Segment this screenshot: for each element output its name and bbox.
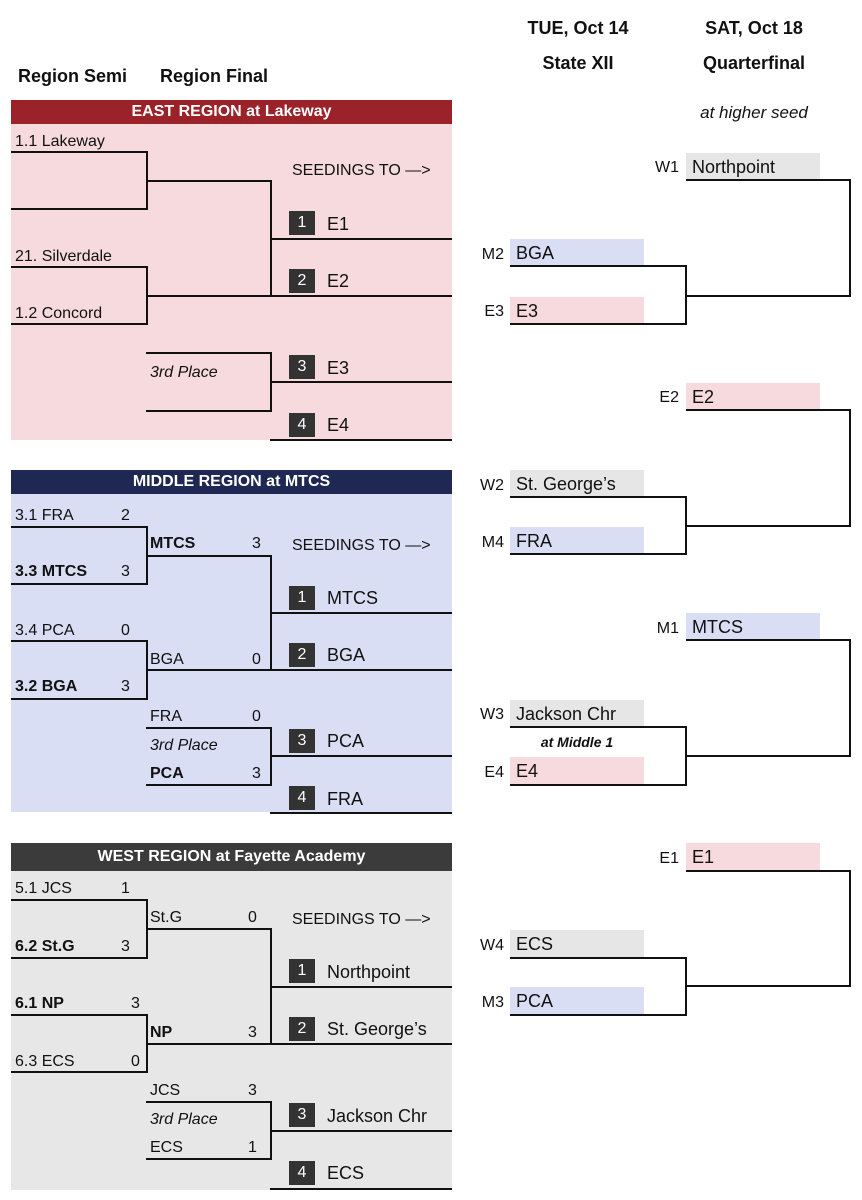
q3-seed-team: MTCS bbox=[686, 613, 820, 640]
east-seed-number-2: 2 bbox=[289, 269, 315, 293]
header-sat-date: SAT, Oct 18 bbox=[705, 18, 803, 38]
state-line bbox=[510, 1014, 687, 1016]
state-line bbox=[510, 265, 687, 267]
state-line bbox=[685, 525, 851, 527]
middle-semi-score-1: 2 bbox=[121, 507, 130, 524]
east-line bbox=[11, 323, 148, 325]
middle-line bbox=[270, 612, 452, 614]
middle-line bbox=[146, 727, 272, 729]
state-line bbox=[510, 496, 687, 498]
middle-line bbox=[270, 669, 452, 671]
middle-seed-team-2: BGA bbox=[327, 645, 366, 665]
west-seed-team-1: Northpoint bbox=[327, 962, 411, 982]
west-line bbox=[270, 986, 452, 988]
middle-third-team-1: FRA bbox=[150, 708, 182, 725]
west-third-team-1: JCS bbox=[150, 1082, 181, 1099]
q4-match-bottom-code: M3 bbox=[481, 994, 504, 1011]
west-region-panel bbox=[11, 843, 452, 1190]
west-semi-team-2: 6.2 St.G bbox=[15, 938, 75, 955]
header-tue-round: State XII bbox=[542, 53, 614, 73]
q3-match-top-code: W3 bbox=[480, 706, 504, 723]
header-region-final: Region Final bbox=[160, 66, 268, 86]
middle-seed-number-1: 1 bbox=[289, 586, 315, 610]
east-seed-number-1: 1 bbox=[289, 211, 315, 235]
middle-line bbox=[270, 812, 452, 814]
header-region-semi: Region Semi bbox=[18, 66, 128, 86]
east-line bbox=[270, 439, 452, 441]
state-line bbox=[510, 726, 687, 728]
middle-line bbox=[11, 583, 148, 585]
west-final-team-2: NP bbox=[150, 1024, 173, 1041]
west-seed-team-3: Jackson Chr bbox=[327, 1106, 428, 1126]
west-line bbox=[270, 1043, 452, 1045]
east-region-title: EAST REGION at Lakeway bbox=[11, 100, 452, 124]
middle-semi-team-2: 3.3 MTCS bbox=[15, 563, 88, 580]
east-line bbox=[146, 352, 272, 354]
west-third-team-2: ECS bbox=[150, 1139, 183, 1156]
east-semi-team-3: 1.2 Concord bbox=[15, 305, 103, 322]
state-line bbox=[510, 323, 687, 325]
east-line bbox=[146, 410, 272, 412]
q2-match-bottom-team: FRA bbox=[510, 527, 644, 554]
west-semi-team-1: 5.1 JCS bbox=[15, 880, 72, 897]
state-line bbox=[510, 553, 687, 555]
middle-line bbox=[11, 526, 148, 528]
east-line bbox=[11, 208, 148, 210]
west-third-place-label: 3rd Place bbox=[150, 1111, 218, 1128]
west-semi-score-2: 3 bbox=[121, 938, 130, 955]
west-line bbox=[11, 1014, 148, 1016]
middle-seedings-label: SEEDINGS TO —> bbox=[292, 537, 431, 554]
q1-match-top-code: M2 bbox=[481, 246, 504, 263]
east-seed-team-3: E3 bbox=[327, 358, 350, 378]
west-line bbox=[11, 899, 148, 901]
header-tue-date: TUE, Oct 14 bbox=[527, 18, 629, 38]
west-semi-team-3: 6.1 NP bbox=[15, 995, 64, 1012]
state-line bbox=[849, 179, 851, 297]
q3-seed-code: M1 bbox=[656, 620, 679, 637]
q1-match-top-team: BGA bbox=[510, 239, 644, 266]
east-line bbox=[11, 266, 148, 268]
east-seed-number-4: 4 bbox=[289, 413, 315, 437]
middle-semi-team-1: 3.1 FRA bbox=[15, 507, 74, 524]
q3-match-bottom-code: E4 bbox=[484, 764, 504, 781]
header-sat-note: at higher seed bbox=[700, 103, 808, 122]
middle-line bbox=[146, 669, 272, 671]
middle-semi-team-3: 3.4 PCA bbox=[15, 622, 75, 639]
state-line bbox=[685, 755, 851, 757]
state-line bbox=[686, 179, 851, 181]
west-seed-number-3: 3 bbox=[289, 1103, 315, 1127]
west-seed-number-1: 1 bbox=[289, 959, 315, 983]
west-semi-score-1: 1 bbox=[121, 880, 130, 897]
west-final-score-1: 0 bbox=[248, 909, 257, 926]
middle-semi-team-4: 3.2 BGA bbox=[15, 678, 78, 695]
west-line bbox=[146, 1158, 272, 1160]
east-semi-team-1: 1.1 Lakeway bbox=[15, 133, 105, 150]
east-line bbox=[270, 381, 452, 383]
west-seed-team-2: St. George’s bbox=[327, 1019, 427, 1039]
west-line bbox=[270, 1188, 452, 1190]
west-line bbox=[11, 1071, 148, 1073]
west-semi-score-4: 0 bbox=[131, 1053, 140, 1070]
middle-final-team-2: BGA bbox=[150, 651, 184, 668]
middle-seed-team-1: MTCS bbox=[327, 588, 378, 608]
state-line bbox=[849, 639, 851, 756]
west-line bbox=[146, 1043, 272, 1045]
middle-final-score-1: 3 bbox=[252, 535, 261, 552]
east-seed-team-4: E4 bbox=[327, 415, 350, 435]
state-line bbox=[685, 295, 851, 297]
state-line bbox=[686, 409, 851, 411]
west-third-score-1: 3 bbox=[248, 1082, 257, 1099]
west-seed-number-4: 4 bbox=[289, 1161, 315, 1185]
west-line bbox=[146, 1101, 272, 1103]
middle-final-team-1: MTCS bbox=[150, 535, 196, 552]
west-semi-score-3: 3 bbox=[131, 995, 140, 1012]
west-region-title: WEST REGION at Fayette Academy bbox=[11, 843, 452, 871]
east-seedings-label: SEEDINGS TO —> bbox=[292, 162, 431, 179]
middle-line bbox=[146, 784, 272, 786]
q2-seed-team: E2 bbox=[686, 383, 820, 410]
middle-line bbox=[11, 640, 148, 642]
q4-match-top-team: ECS bbox=[510, 930, 644, 957]
middle-semi-score-2: 3 bbox=[121, 563, 130, 580]
middle-line bbox=[11, 698, 148, 700]
west-third-score-2: 1 bbox=[248, 1139, 257, 1156]
q3-venue-note: at Middle 1 bbox=[540, 734, 614, 750]
west-seedings-label: SEEDINGS TO —> bbox=[292, 911, 431, 928]
middle-third-score-1: 0 bbox=[252, 708, 261, 725]
west-line bbox=[11, 957, 148, 959]
middle-semi-score-4: 3 bbox=[121, 678, 130, 695]
state-line bbox=[849, 870, 851, 987]
middle-line bbox=[270, 755, 452, 757]
west-final-score-2: 3 bbox=[248, 1024, 257, 1041]
q3-match-bottom-team: E4 bbox=[510, 757, 644, 784]
state-line bbox=[685, 985, 851, 987]
q4-seed-code: E1 bbox=[659, 850, 679, 867]
q2-seed-code: E2 bbox=[659, 389, 679, 406]
east-line bbox=[270, 238, 452, 240]
q2-match-top-team: St. George’s bbox=[510, 470, 644, 497]
q4-match-bottom-team: PCA bbox=[510, 987, 644, 1014]
state-line bbox=[849, 409, 851, 527]
east-line bbox=[270, 295, 452, 297]
middle-seed-number-4: 4 bbox=[289, 786, 315, 810]
header-sat-round: Quarterfinal bbox=[702, 53, 806, 73]
middle-seed-team-3: PCA bbox=[327, 731, 365, 751]
q3-match-top-team: Jackson Chr bbox=[510, 700, 644, 727]
middle-semi-score-3: 0 bbox=[121, 622, 130, 639]
state-line bbox=[510, 957, 687, 959]
q1-match-bottom-code: E3 bbox=[484, 303, 504, 320]
east-semi-team-2: 21. Silverdale bbox=[15, 248, 112, 265]
west-line bbox=[270, 1130, 452, 1132]
state-line bbox=[510, 784, 687, 786]
middle-line bbox=[146, 555, 272, 557]
east-third-place-label: 3rd Place bbox=[150, 364, 218, 381]
west-final-team-1: St.G bbox=[150, 909, 183, 926]
middle-seed-team-4: FRA bbox=[327, 789, 363, 809]
east-seed-number-3: 3 bbox=[289, 355, 315, 379]
middle-third-team-2: PCA bbox=[150, 765, 184, 782]
state-line bbox=[686, 639, 851, 641]
west-line bbox=[146, 928, 272, 930]
q4-seed-team: E1 bbox=[686, 843, 820, 870]
middle-third-score-2: 3 bbox=[252, 765, 261, 782]
q2-match-top-code: W2 bbox=[480, 477, 504, 494]
middle-third-place-label: 3rd Place bbox=[150, 737, 218, 754]
east-line bbox=[146, 180, 272, 182]
q1-match-bottom-team: E3 bbox=[510, 297, 644, 324]
q1-seed-code: W1 bbox=[655, 159, 679, 176]
east-seed-team-1: E1 bbox=[327, 214, 350, 234]
middle-seed-number-2: 2 bbox=[289, 643, 315, 667]
west-seed-team-4: ECS bbox=[327, 1163, 365, 1183]
q1-seed-team: Northpoint bbox=[686, 153, 820, 180]
middle-final-score-2: 0 bbox=[252, 651, 261, 668]
east-seed-team-2: E2 bbox=[327, 271, 350, 291]
q4-match-top-code: W4 bbox=[480, 937, 504, 954]
middle-seed-number-3: 3 bbox=[289, 729, 315, 753]
q2-match-bottom-code: M4 bbox=[481, 534, 504, 551]
east-line bbox=[11, 151, 148, 153]
state-line bbox=[686, 870, 851, 872]
west-seed-number-2: 2 bbox=[289, 1017, 315, 1041]
west-semi-team-4: 6.3 ECS bbox=[15, 1053, 75, 1070]
east-line bbox=[146, 295, 272, 297]
middle-region-title: MIDDLE REGION at MTCS bbox=[11, 470, 452, 494]
